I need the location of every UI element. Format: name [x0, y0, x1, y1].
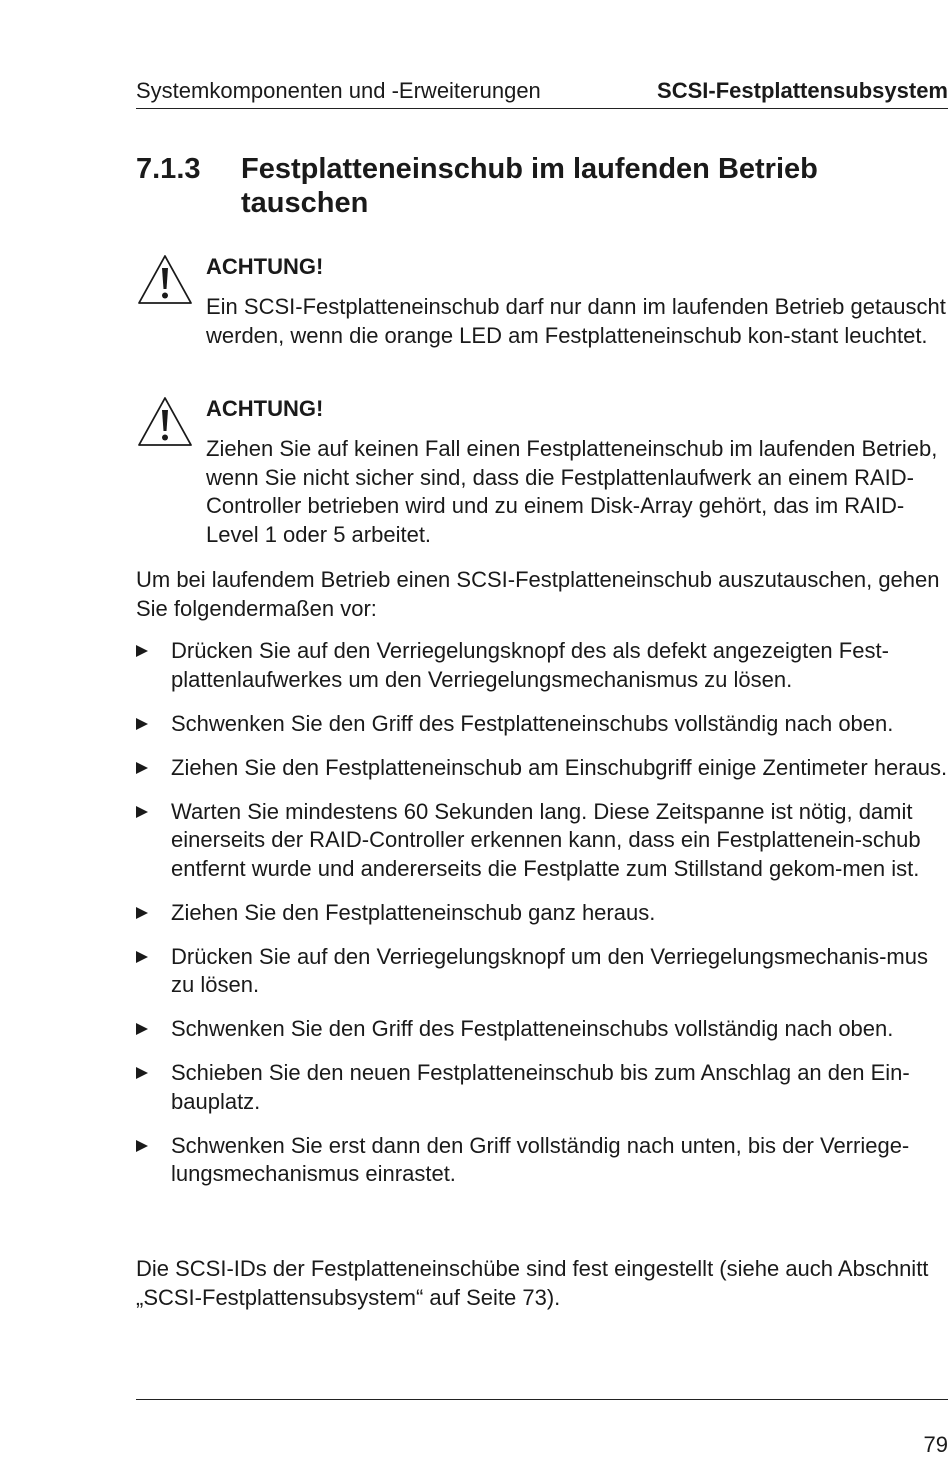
step-text: Schwenken Sie erst dann den Griff vollständig nach unten, bis der Verriege-lungsmechanismus einrastet.	[171, 1132, 910, 1186]
step-text: Schwenken Sie den Griff des Festplatteneinschubs vollständig nach oben.	[171, 710, 894, 736]
list-item	[136, 754, 948, 783]
bullet-arrow-icon	[136, 951, 148, 963]
bullet-arrow-icon	[136, 718, 148, 730]
step-text: Ziehen Sie den Festplatteneinschub am Einschubgriff einige Zentimeter heraus.	[171, 754, 948, 780]
warning-triangle-icon	[136, 395, 194, 449]
page-number: 79	[923, 1432, 948, 1457]
warning-heading: ACHTUNG!	[206, 254, 324, 279]
step-text: Drücken Sie auf den Verriegelungsknopf des als defekt angezeigten Fest-plattenlaufwerkes um den Verriegelungsmechanismus zu lösen.	[171, 638, 889, 692]
footer-divider	[136, 1399, 948, 1400]
list-item	[136, 710, 948, 739]
bullet-arrow-icon	[136, 1067, 148, 1079]
warning-text: Ein SCSI-Festplatteneinschub darf nur dann im laufenden Betrieb getauscht werden, wenn die orange LED am Festplatteneinschub kon-stant leuchtet.	[206, 294, 946, 348]
section-title: Festplatteneinschub im laufenden Betrieb tauschen	[241, 153, 818, 219]
step-text: Schieben Sie den neuen Festplatteneinschub bis zum Anschlag an den Ein-bauplatz.	[171, 1060, 910, 1114]
intro-paragraph: Um bei laufendem Betrieb einen SCSI-Festplatteneinschub auszutauschen, gehen Sie folgendermaßen vor:	[136, 567, 940, 621]
list-item	[136, 1132, 948, 1189]
bullet-arrow-icon	[136, 1140, 148, 1152]
list-item	[136, 798, 948, 884]
bullet-arrow-icon	[136, 806, 148, 818]
list-item	[136, 1015, 948, 1044]
header-section: SCSI-Festplattensubsystem	[657, 78, 948, 103]
procedure-steps	[136, 637, 948, 1204]
step-text: Schwenken Sie den Griff des Festplatteneinschubs vollständig nach oben.	[171, 1016, 894, 1041]
list-item	[136, 899, 948, 928]
bullet-arrow-icon	[136, 1023, 148, 1035]
bullet-arrow-icon	[136, 762, 148, 774]
warning-text: Ziehen Sie auf keinen Fall einen Festplatteneinschub im laufenden Betrieb, wenn Sie nicht sicher sind, dass die Festplattenlaufwerk an einem RAID-Controller betrieben wird und zu einem Disk-Array gehört, das im RAID-Level 1 oder 5 arbeitet.	[206, 436, 938, 547]
running-header	[136, 78, 948, 104]
list-item	[136, 943, 948, 1000]
step-text: Drücken Sie auf den Verriegelungsknopf um den Verriegelungsmechanis-mus zu lösen.	[171, 943, 928, 997]
step-text: Warten Sie mindestens 60 Sekunden lang. Diese Zeitspanne ist nötig, damit einerseits der RAID-Controller erkennen kann, dass ein Festplattenein-schub entfernt wurde und andererseits die Festplatte zum Stillstand gekom-men ist.	[171, 798, 921, 881]
warning-box	[136, 253, 948, 383]
list-item	[136, 1059, 948, 1116]
header-divider	[136, 108, 948, 109]
document-page	[136, 0, 948, 1463]
bullet-arrow-icon	[136, 907, 148, 919]
closing-paragraph: Die SCSI-IDs der Festplatteneinschübe sind fest eingestellt (siehe auch Abschnitt „SCSI-Festplattensubsystem“ auf Seite 73).	[136, 1256, 929, 1310]
header-chapter: Systemkomponenten und -Erweiterungen	[136, 78, 541, 103]
step-text: Ziehen Sie den Festplatteneinschub ganz heraus.	[171, 899, 656, 925]
bullet-arrow-icon	[136, 645, 148, 657]
warning-triangle-icon	[136, 253, 194, 307]
list-item	[136, 637, 948, 694]
section-number: 7.1.3	[136, 153, 201, 185]
warning-heading: ACHTUNG!	[206, 396, 324, 421]
warning-box	[136, 395, 948, 555]
